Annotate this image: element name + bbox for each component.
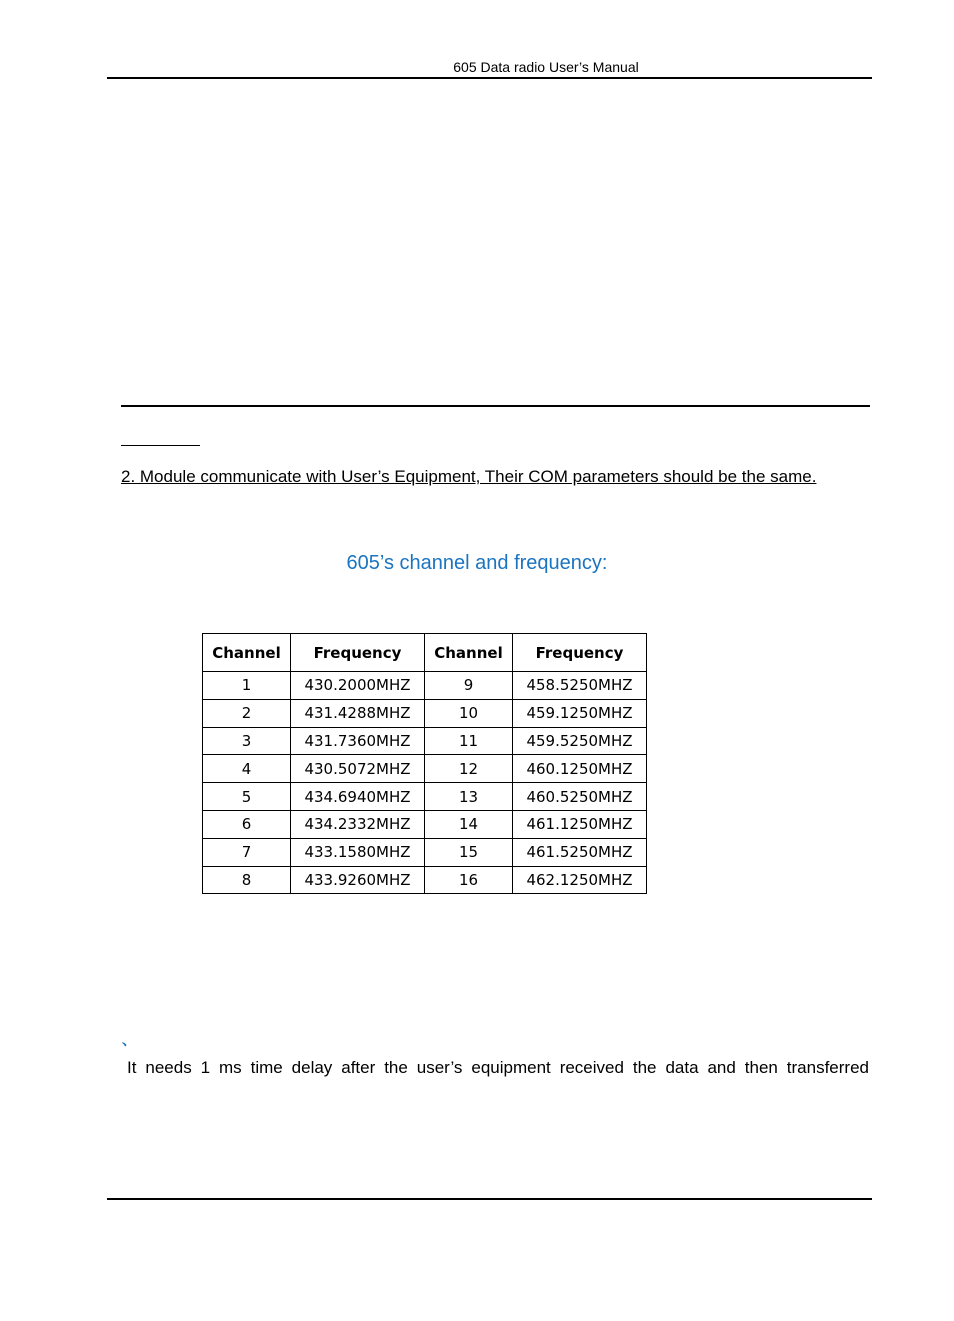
column-header: Frequency [513, 634, 647, 672]
channel-cell: 1 [203, 672, 291, 700]
frequency-cell: 433.1580MHZ [291, 838, 425, 866]
column-header: Channel [203, 634, 291, 672]
table-row [203, 755, 647, 783]
channel-cell: 11 [425, 727, 513, 755]
table-row [203, 783, 647, 811]
channel-cell: 9 [425, 672, 513, 700]
table-row [203, 810, 647, 838]
table-row [203, 727, 647, 755]
body-paragraph: It needs 1 ms time delay after the user’s equipment received the data and then transferred [127, 1058, 869, 1077]
frequency-cell: 462.1250MHZ [513, 866, 647, 894]
channel-cell: 13 [425, 783, 513, 811]
channel-cell: 5 [203, 783, 291, 811]
frequency-cell: 431.7360MHZ [291, 727, 425, 755]
table-row [203, 866, 647, 894]
channel-cell: 2 [203, 699, 291, 727]
table-header-row [203, 634, 647, 672]
frequency-cell: 434.6940MHZ [291, 783, 425, 811]
channel-cell: 3 [203, 727, 291, 755]
frequency-cell: 458.5250MHZ [513, 672, 647, 700]
header-title: 605 Data radio User’s Manual [453, 59, 639, 75]
frequency-cell: 430.5072MHZ [291, 755, 425, 783]
channel-cell: 7 [203, 838, 291, 866]
channel-cell: 12 [425, 755, 513, 783]
column-header: Frequency [291, 634, 425, 672]
frequency-cell: 430.2000MHZ [291, 672, 425, 700]
section-divider [121, 405, 870, 407]
table-row [203, 699, 647, 727]
channel-cell: 16 [425, 866, 513, 894]
frequency-cell: 460.1250MHZ [513, 755, 647, 783]
channel-cell: 6 [203, 810, 291, 838]
com-parameters-note: 2. Module communicate with User’s Equipment, Their COM parameters should be the same. [121, 467, 817, 486]
table-row [203, 838, 647, 866]
channel-cell: 10 [425, 699, 513, 727]
frequency-cell: 434.2332MHZ [291, 810, 425, 838]
column-header: Channel [425, 634, 513, 672]
section-heading: 605’s channel and frequency: [346, 552, 608, 574]
frequency-cell: 433.9260MHZ [291, 866, 425, 894]
frequency-cell: 460.5250MHZ [513, 783, 647, 811]
channel-cell: 4 [203, 755, 291, 783]
header-rule [107, 77, 872, 79]
channel-cell: 15 [425, 838, 513, 866]
short-underline [121, 445, 200, 446]
frequency-cell: 461.5250MHZ [513, 838, 647, 866]
frequency-cell: 431.4288MHZ [291, 699, 425, 727]
channel-cell: 14 [425, 810, 513, 838]
bullet-mark: 、 [122, 1032, 136, 1048]
table-row [203, 672, 647, 700]
channel-frequency-table [202, 633, 647, 894]
footer-rule [107, 1198, 872, 1200]
channel-cell: 8 [203, 866, 291, 894]
frequency-cell: 459.1250MHZ [513, 699, 647, 727]
frequency-cell: 459.5250MHZ [513, 727, 647, 755]
frequency-cell: 461.1250MHZ [513, 810, 647, 838]
